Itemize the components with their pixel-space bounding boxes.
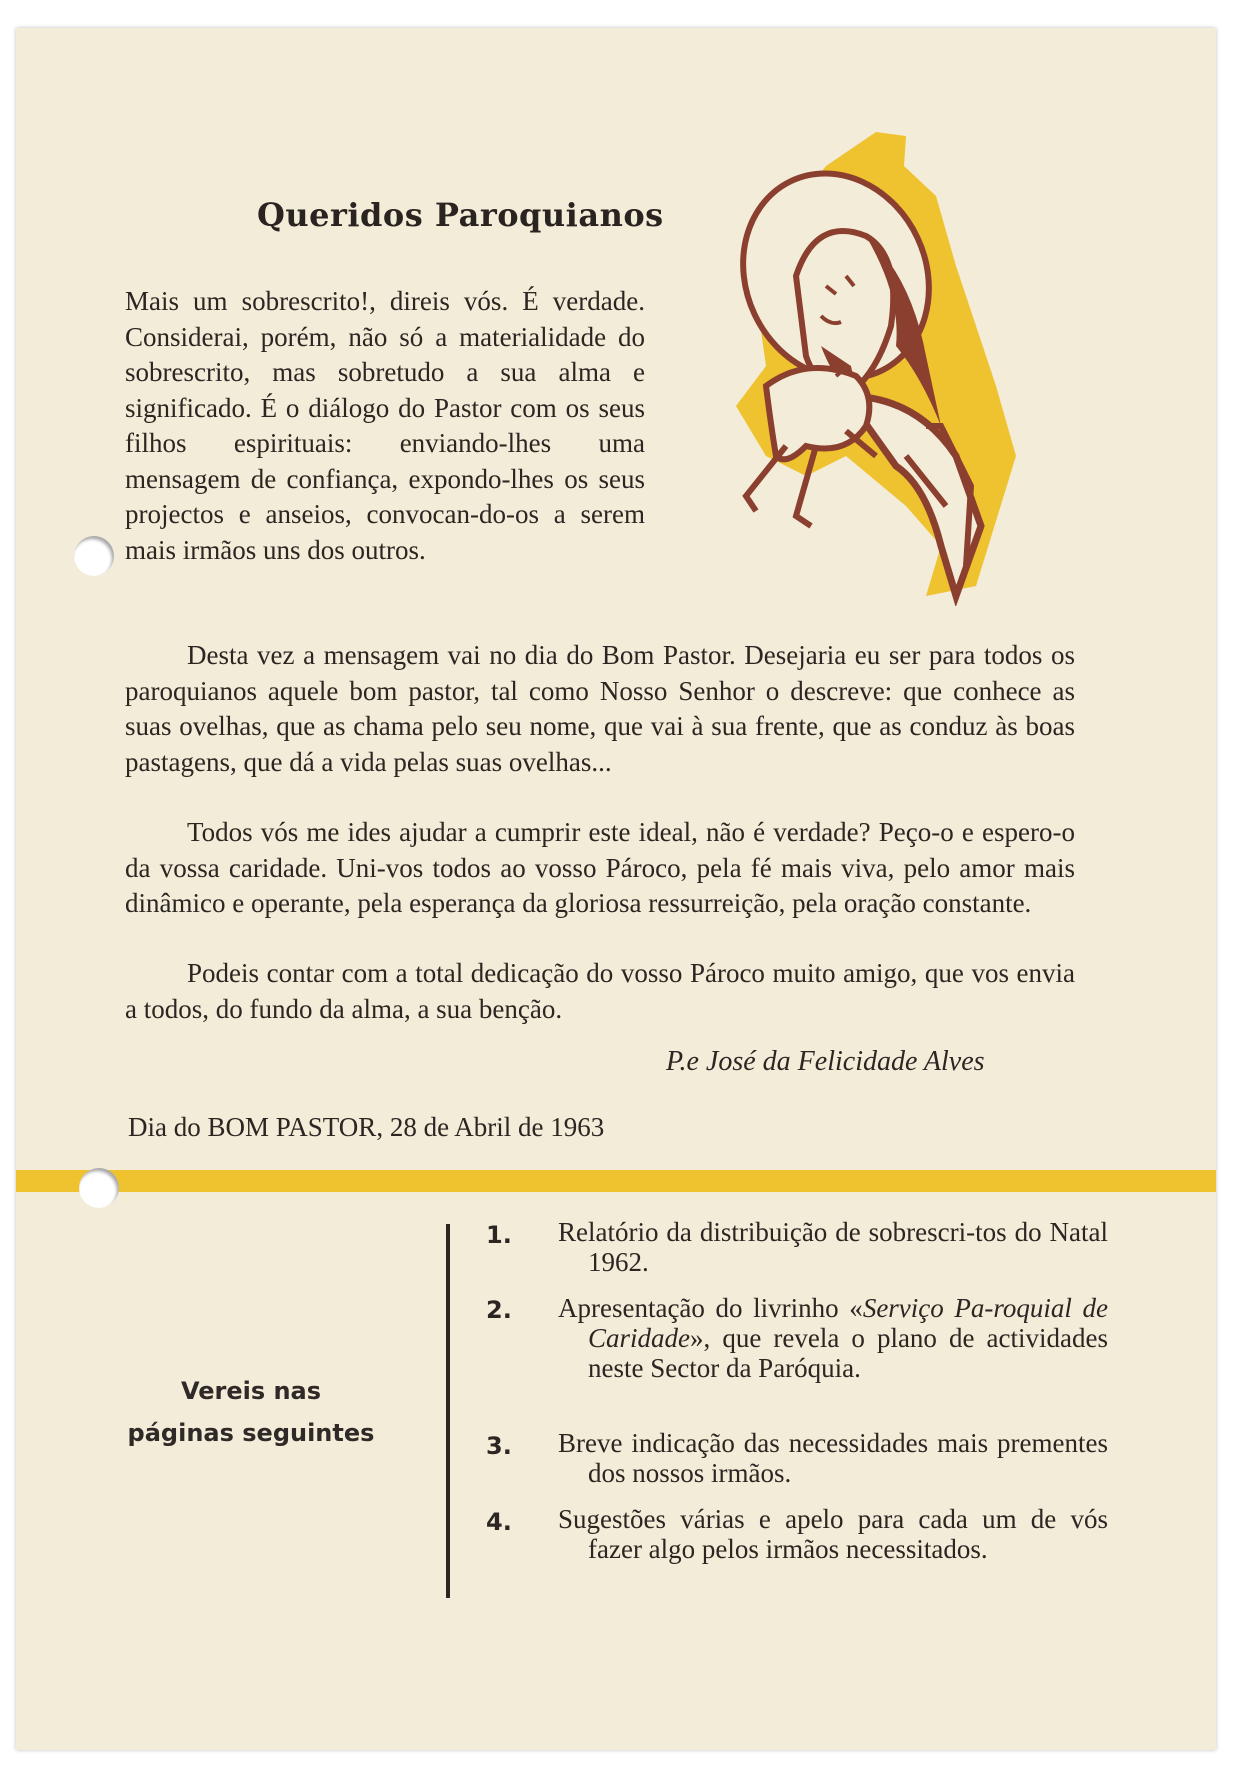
- yellow-divider-band: [16, 1170, 1216, 1192]
- contents-item-2-title: Serviço Pa-roquial de Caridade: [588, 1293, 1109, 1353]
- paragraph-1: Mais um sobrescrito!, direis vós. É verdade. Considerai, porém, não só a materialidade do sobrescrito, mas sobretudo a sua alma e significado. É o diálogo do Pastor com os seus filhos espirituais: enviando-lhes uma mensagem de confiança, expondo-lhes os seus projectos e anseios, convocan-do-os a serem mais irmãos uns dos outros.: [125, 286, 645, 565]
- paragraph-3: [125, 815, 1075, 922]
- contents-item-2: [558, 1293, 1108, 1383]
- contents-item-2-text-a: Apresentação do livrinho «: [558, 1293, 863, 1323]
- paragraph-3-text: Todos vós me ides ajudar a cumprir este ideal, não é verdade? Peço-o e espero-o da vossa caridade. Uni-vos todos ao vosso Pároco, pela fé mais viva, pelo amor mais dinâmico e operante, pela esperança da gloriosa ressurreição, pela oração constante.: [125, 817, 1075, 918]
- contents-item-2-text-b: », que revela o plano de actividades neste Sector da Paróquia.: [588, 1323, 1108, 1383]
- letter-heading: Queridos Paroquianos: [257, 196, 664, 234]
- contents-item-4: Sugestões várias e apelo para cada um de vós fazer algo pelos irmãos necessitados.: [558, 1504, 1108, 1564]
- letter-date: Dia do BOM PASTOR, 28 de Abril de 1963: [128, 1112, 605, 1142]
- good-shepherd-illustration: [726, 126, 1026, 606]
- paragraph-4: [125, 956, 1075, 1027]
- contents-item-4-number: 4.: [486, 1508, 512, 1536]
- contents-item-1-number: 1.: [486, 1221, 512, 1249]
- signature: P.e José da Felicidade Alves: [666, 1046, 985, 1077]
- paragraph-2-text: Desta vez a mensagem vai no dia do Bom Pastor. Desejaria eu ser para todos os paroquianos aquele bom pastor, tal como Nosso Senhor o descreve: que conhece as suas ovelhas, que as chama pelo seu nome, que vai à sua frente, que as conduz às boas pastagens, que dá a vida pelas suas ovelhas...: [125, 640, 1075, 777]
- contents-item-3-number: 3.: [486, 1432, 512, 1460]
- contents-item-1: Relatório da distribuição de sobrescri-tos do Natal 1962.: [558, 1217, 1108, 1277]
- punch-hole-top: [74, 536, 114, 576]
- contents-divider-line: [446, 1224, 450, 1598]
- contents-label: Vereis nas páginas seguintes: [127, 1377, 375, 1447]
- contents-item-3: Breve indicação das necessidades mais prementes dos nossos irmãos.: [558, 1428, 1108, 1488]
- punch-hole-bottom: [79, 1168, 119, 1208]
- paragraph-4-text: Podeis contar com a total dedicação do vosso Pároco muito amigo, que vos envia a todos, do fundo da alma, a sua benção.: [125, 958, 1075, 1024]
- paragraph-2: [125, 638, 1075, 780]
- contents-item-2-number: 2.: [486, 1296, 512, 1324]
